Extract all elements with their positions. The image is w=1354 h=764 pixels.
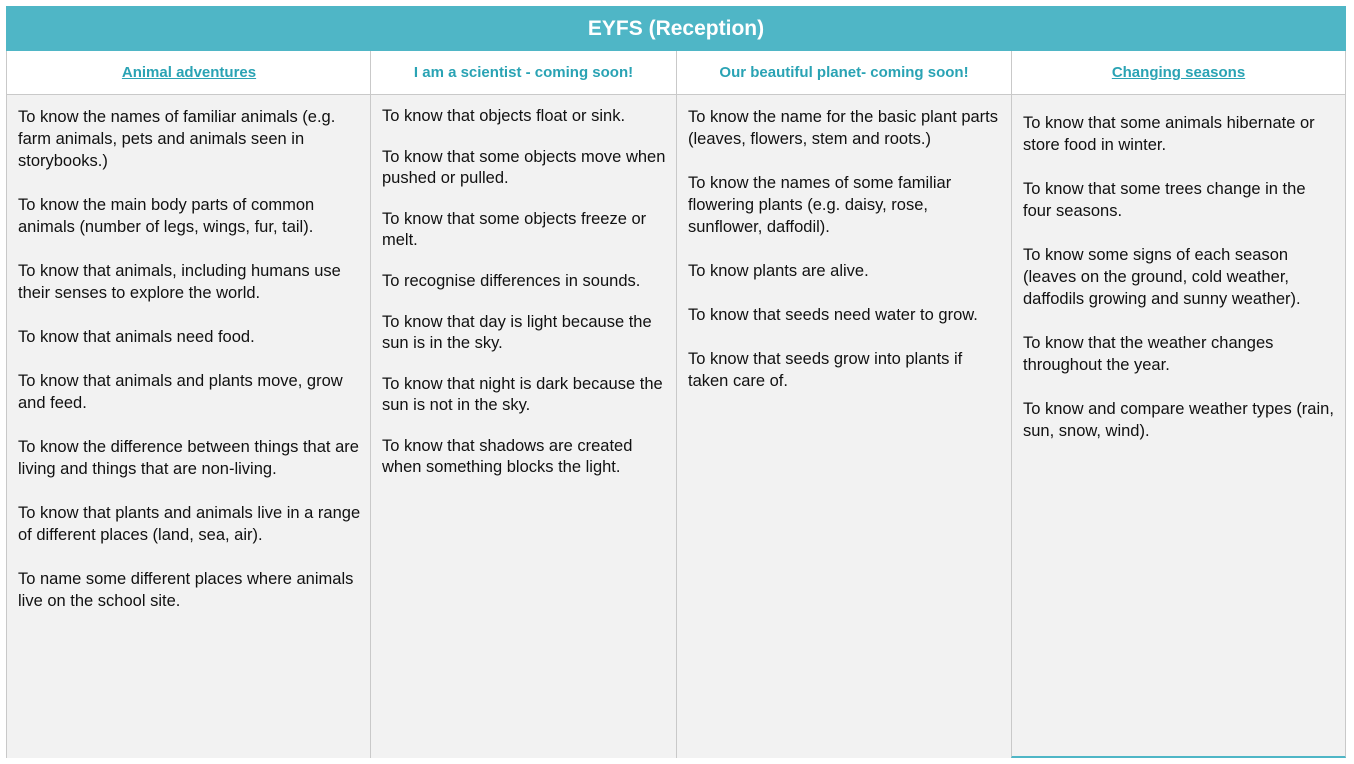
column-body bbox=[6, 95, 371, 758]
list-item: To know that night is dark because the sun is not in the sky. bbox=[382, 375, 663, 414]
list-item: To know plants are alive. bbox=[688, 262, 869, 280]
list-item: To know that some objects freeze or melt. bbox=[382, 210, 647, 249]
list-item: To know that some objects move when pushed or pulled. bbox=[382, 148, 666, 187]
list-item: To know the main body parts of common animals (number of legs, wings, fur, tail). bbox=[18, 196, 315, 236]
list-item: To know the name for the basic plant parts (leaves, flowers, stem and roots.) bbox=[688, 108, 999, 148]
list-item: To know that some animals hibernate or store food in winter. bbox=[1023, 114, 1315, 154]
column-animal-adventures bbox=[6, 51, 371, 758]
column-heading bbox=[676, 51, 1011, 95]
list-item: To know that some trees change in the four seasons. bbox=[1023, 180, 1306, 220]
column-i-am-a-scientist bbox=[370, 51, 676, 758]
column-heading bbox=[370, 51, 676, 95]
list-item: To know that animals and plants move, grow and feed. bbox=[18, 372, 343, 412]
list-item: To name some different places where animals live on the school site. bbox=[18, 570, 354, 610]
column-changing-seasons bbox=[1011, 51, 1346, 758]
list-item: To know that shadows are created when something blocks the light. bbox=[382, 437, 633, 476]
list-item: To know that seeds need water to grow. bbox=[688, 306, 978, 324]
column-body bbox=[1011, 95, 1346, 758]
animal-adventures-link[interactable]: Animal adventures bbox=[121, 64, 257, 81]
curriculum-table bbox=[6, 6, 1346, 758]
our-beautiful-planet-heading: Our beautiful planet- coming soon! bbox=[719, 64, 969, 81]
column-heading bbox=[6, 51, 371, 95]
list-item: To know the names of some familiar flowering plants (e.g. daisy, rose, sunflower, daffodil). bbox=[688, 174, 952, 236]
list-item: To know that animals, including humans use their senses to explore the world. bbox=[18, 262, 341, 302]
list-item: To know and compare weather types (rain, sun, snow, wind). bbox=[1023, 400, 1334, 440]
list-item: To know that seeds grow into plants if taken care of. bbox=[688, 350, 963, 390]
column-our-beautiful-planet bbox=[676, 51, 1011, 758]
i-am-a-scientist-heading: I am a scientist - coming soon! bbox=[413, 64, 634, 81]
list-item: To know the difference between things that are living and things that are non-living. bbox=[18, 438, 359, 478]
table-banner bbox=[6, 6, 1346, 51]
changing-seasons-link[interactable]: Changing seasons bbox=[1111, 64, 1246, 81]
list-item: To know that day is light because the sun is in the sky. bbox=[382, 313, 652, 352]
list-item: To know that the weather changes throughout the year. bbox=[1023, 334, 1274, 374]
list-item: To know some signs of each season (leaves on the ground, cold weather, daffodils growing and sunny weather). bbox=[1023, 246, 1301, 308]
list-item: To know that plants and animals live in a range of different places (land, sea, air). bbox=[18, 504, 361, 544]
list-item: To recognise differences in sounds. bbox=[382, 272, 641, 290]
list-item: To know that animals need food. bbox=[18, 328, 255, 346]
column-body bbox=[676, 95, 1011, 758]
column-body bbox=[370, 95, 676, 758]
list-item: To know the names of familiar animals (e.g. farm animals, pets and animals seen in storybooks.) bbox=[18, 108, 336, 170]
list-item: To know that objects float or sink. bbox=[382, 107, 626, 125]
banner-title: EYFS (Reception) bbox=[587, 16, 765, 40]
column-heading bbox=[1011, 51, 1346, 95]
